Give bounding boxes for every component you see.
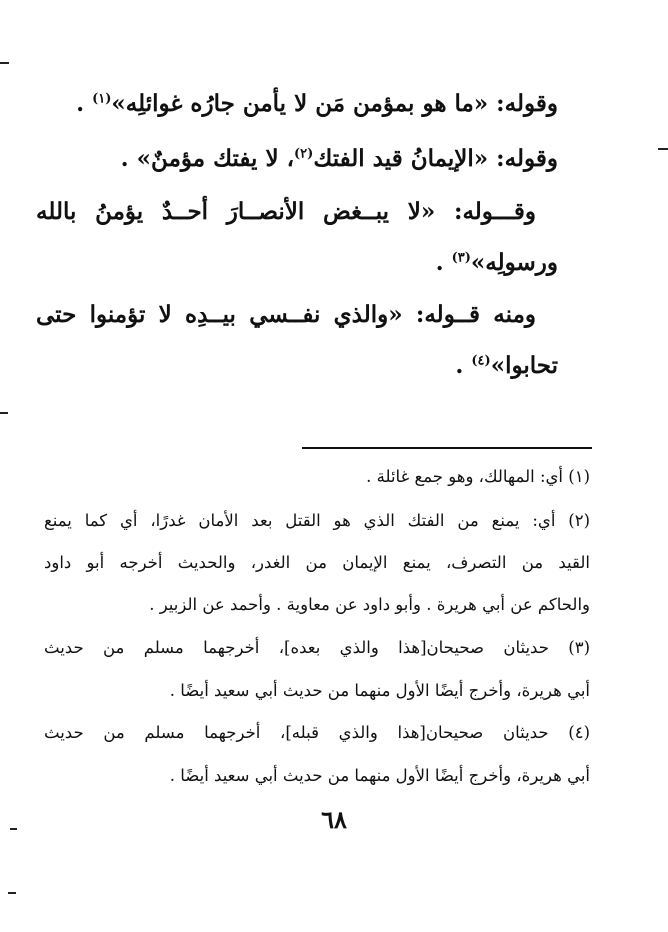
footnote-separator [302, 447, 592, 449]
main-text-line: وقوله: «ما هو بمؤمن مَن لا يأمن جارُه غوائلِه»$^{(١)}$ . [76, 90, 558, 117]
scan-mark [658, 148, 668, 150]
footnote-line: (٢) أي: يمنع من الفتك الذي هو القتل بعد الأمان غدرًا، أي كما يمنع [44, 511, 590, 530]
footnote-ref: (٣) [451, 250, 471, 266]
main-text-line: ورسولِه»$^{(٣)}$ . [435, 249, 558, 276]
main-text-line: تحابوا»$^{(٤)}$ . [455, 352, 558, 379]
page-number: ٦٨ [321, 805, 347, 834]
main-text-line: وقـــوله: «لا يبــغض الأنصــارَ أحــدٌ يؤمنُ بالله [36, 198, 536, 225]
footnote-line: (٣) حديثان صحيحان[هذا والذي بعده]، أخرجهما مسلم من حديث [44, 638, 590, 657]
footnote-line: القيد من التصرف، يمنع الإيمان من الغدر، والحديث أخرجه أبو داود [44, 553, 590, 572]
footnote-ref: (٤) [471, 353, 491, 369]
footnote-line: أبي هريرة، وأخرج أيضًا الأول منهما من حديث أبي سعيد أيضًا . [169, 766, 590, 785]
scan-mark [0, 62, 9, 64]
main-text-line: ومنه قــوله: «والذي نفــسي بيــدِه لا تؤمنوا حتى [36, 301, 536, 328]
scan-mark [8, 892, 16, 894]
footnote-ref: (٢) [294, 146, 314, 162]
footnote-line: والحاكم عن أبي هريرة . وأبو داود عن معاوية . وأحمد عن الزبير . [149, 595, 590, 614]
scan-mark [0, 412, 8, 414]
main-text-line: وقوله: «الإيمانُ قيد الفتك$^{(٢)}$، لا يفتك مؤمنٌ» . [120, 145, 558, 172]
footnote-line: (٤) حديثان صحيحان[هذا والذي قبله]، أخرجهما مسلم من حديث [44, 723, 590, 742]
footnote-line: أبي هريرة، وأخرج أيضًا الأول منهما من حديث أبي سعيد أيضًا . [169, 681, 590, 700]
footnote-line: (١) أي: المهالك، وهو جمع غائلة . [366, 467, 590, 486]
footnote-ref: (١) [92, 91, 112, 107]
